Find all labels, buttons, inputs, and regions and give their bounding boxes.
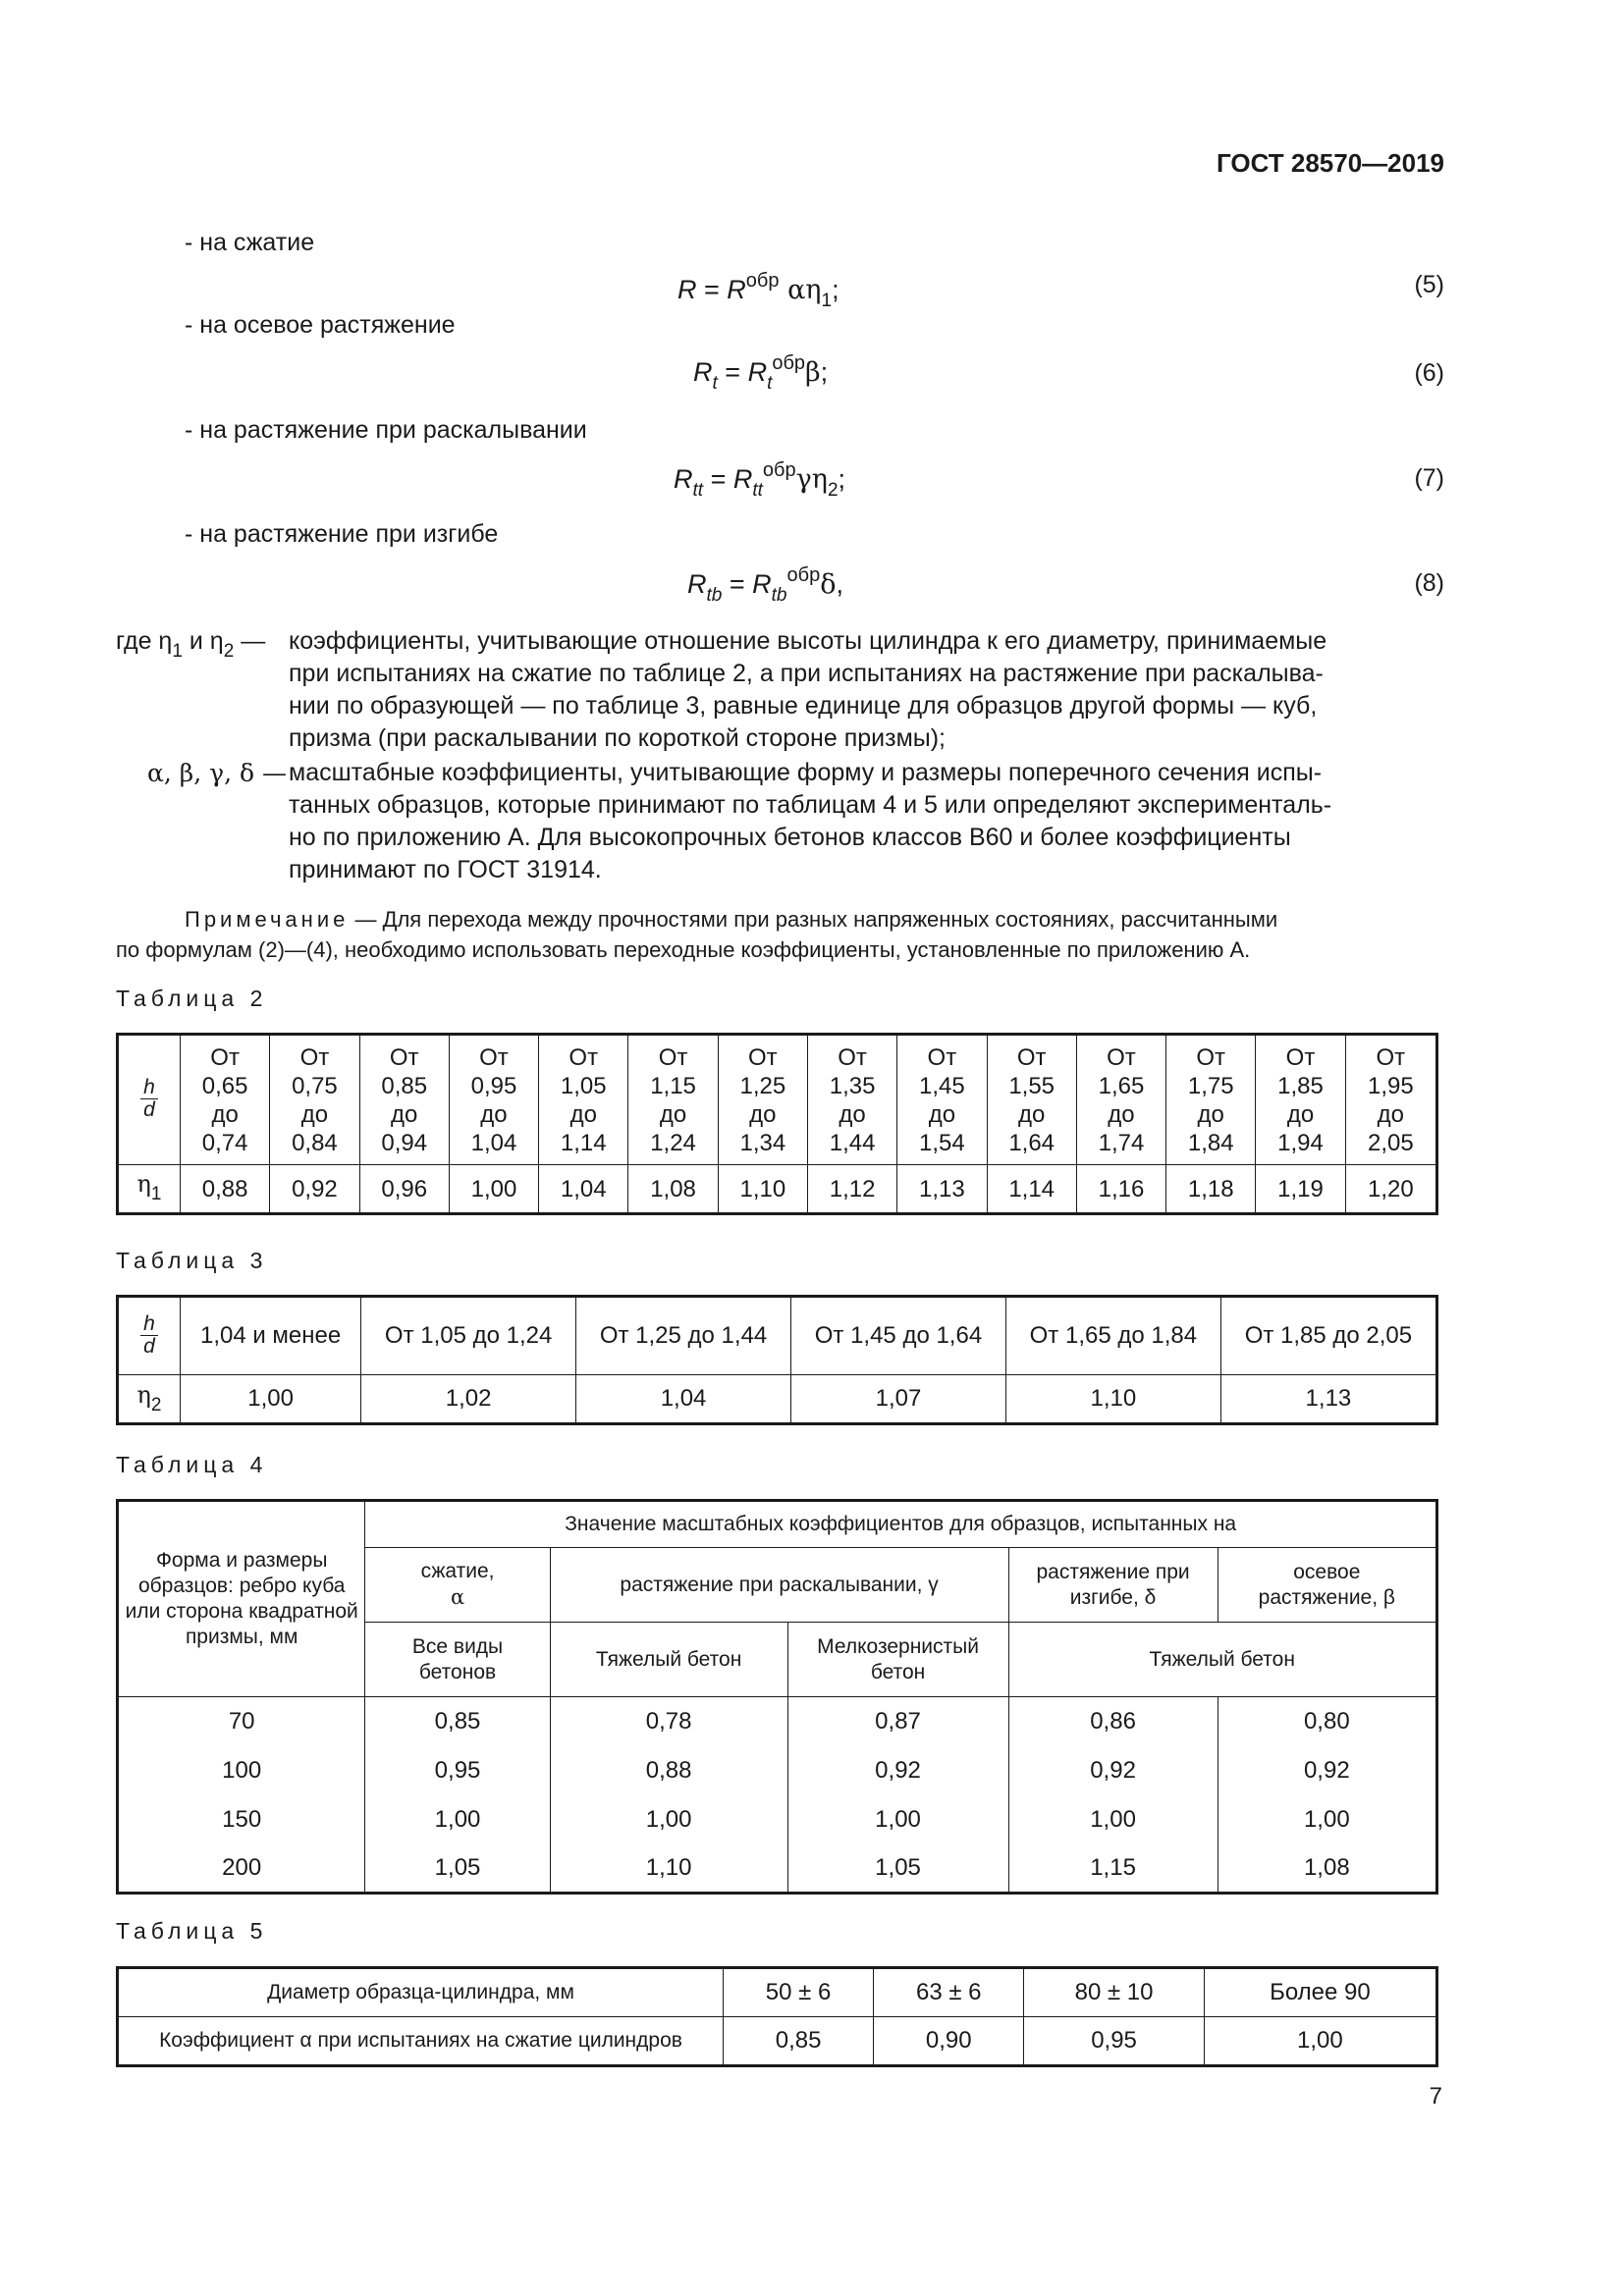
table5-cell: 0,85 — [724, 2017, 874, 2066]
table2-value: 1,16 — [1076, 1165, 1165, 1214]
table4-cell: 100 — [118, 1746, 365, 1795]
table2-range-line: 1,95 — [1367, 1072, 1414, 1099]
table2-range-line: 1,84 — [1187, 1129, 1234, 1156]
table2-range-line: От — [1107, 1043, 1136, 1071]
table4-group-header: Значение масштабных коэффициентов для образцов, испытанных на — [365, 1501, 1437, 1548]
table2-caption: Таблица 2 — [116, 986, 268, 1011]
table2-range-line: От — [1285, 1043, 1316, 1071]
table4-cell: 0,92 — [1218, 1746, 1436, 1795]
table2-range-line: От — [747, 1043, 778, 1071]
table5-cell: 80 ± 10 — [1024, 1968, 1204, 2017]
table2-range-line: 1,14 — [560, 1129, 607, 1156]
table4-bending-header: растяжение при изгибе, δ — [1008, 1548, 1218, 1623]
table5-caption: Таблица 5 — [116, 1918, 268, 1944]
table2-range-line: до — [1017, 1100, 1046, 1128]
where-eta-def-1: коэффициенты, учитывающие отношение высоты цилиндра к его диаметру, принимаемые — [289, 627, 1327, 655]
table2-range-line: 1,85 — [1277, 1072, 1324, 1099]
table2-range-line: до — [839, 1100, 866, 1128]
table2-range-line: 0,94 — [381, 1129, 428, 1156]
table4-heavy-header: Тяжелый бетон — [550, 1623, 787, 1697]
table2-range-line: От — [1016, 1043, 1047, 1071]
table2-range-line: 2,05 — [1367, 1129, 1414, 1156]
table2-range-cell — [897, 1035, 987, 1165]
note: Примечание — Для перехода между прочностями при разных напряженных состояниях, рассчитанными — [185, 907, 1278, 932]
table4-all-concrete-header: Все виды бетонов — [365, 1623, 550, 1697]
document-header: ГОСТ 28570—2019 — [1217, 148, 1444, 178]
table2-value: 0,92 — [270, 1165, 359, 1214]
formula-5: $R = R^{обр}$ $\alpha\eta_1$; — [677, 270, 839, 311]
table2-range-line: до — [391, 1100, 418, 1128]
table4-heavy2-header: Тяжелый бетон — [1008, 1623, 1437, 1697]
equation-number-8: (8) — [1414, 569, 1444, 597]
table2-range-line: 0,74 — [201, 1129, 248, 1156]
table2-range-line: От — [838, 1043, 867, 1071]
table2-range-line: 1,54 — [919, 1129, 965, 1156]
table2-range-line: От — [927, 1043, 957, 1071]
table2-range-line: 0,85 — [381, 1072, 428, 1099]
table2-range-line: От — [658, 1043, 688, 1071]
table3-range-cell: От 1,45 до 1,64 — [791, 1297, 1006, 1375]
table2-range-cell — [449, 1035, 538, 1165]
table3-range-cell: От 1,25 до 1,44 — [576, 1297, 791, 1375]
table2-range-line: до — [1286, 1100, 1315, 1128]
table2-range-line: 1,55 — [1008, 1072, 1056, 1099]
table2-range-line: до — [659, 1100, 687, 1128]
table2-value: 1,14 — [987, 1165, 1076, 1214]
table2-range-line: 1,65 — [1098, 1072, 1145, 1099]
page-number: 7 — [1429, 2083, 1442, 2109]
table2-value: 1,20 — [1345, 1165, 1436, 1214]
table4-cell: 0,85 — [365, 1697, 550, 1746]
table4-cell: 70 — [118, 1697, 365, 1746]
table4-splitting-header: растяжение при раскалывании, γ — [550, 1548, 1008, 1623]
table2-value: 1,08 — [628, 1165, 718, 1214]
table2-hd-header: $\frac{h}{d}$ — [118, 1035, 181, 1165]
table2-range-cell — [807, 1035, 896, 1165]
table2-range-line: до — [749, 1100, 777, 1128]
table2-value: 0,96 — [359, 1165, 449, 1214]
table3-caption: Таблица 3 — [116, 1248, 268, 1273]
table2-range-cell — [1256, 1035, 1345, 1165]
table3-eta-header: $\eta_2$ — [118, 1375, 181, 1424]
table2-range-cell — [1166, 1035, 1256, 1165]
formula-7: $R_{tt} = R_{tt}^{обр}\gamma\eta_2$; — [674, 459, 846, 501]
table3-range-cell: От 1,05 до 1,24 — [361, 1297, 576, 1375]
table5-cell: 63 ± 6 — [874, 1968, 1024, 2017]
table5-row2-label: Коэффициент α при испытаниях на сжатие цилиндров — [118, 2017, 724, 2066]
table2-value: 1,04 — [539, 1165, 628, 1214]
table3-value: 1,02 — [361, 1375, 576, 1424]
table2-range-line: 1,25 — [739, 1072, 786, 1099]
table2-range-cell — [539, 1035, 628, 1165]
table2-range-line: От — [299, 1043, 330, 1071]
table2-range-line: до — [480, 1100, 508, 1128]
formula-label-bending: - на растяжение при изгибе — [185, 520, 499, 548]
table2-range-line: От — [568, 1043, 599, 1071]
table3-value: 1,07 — [791, 1375, 1006, 1424]
where-greek-def-2: танных образцов, которые принимают по таблицам 4 и 5 или определяют эксперименталь- — [289, 791, 1332, 819]
where-eta-term: где $\eta_1$ и $\eta_2$ — — [116, 627, 266, 662]
where-eta-def-3: нии по образующей — по таблице 3, равные единице для образцов другой формы — куб, — [289, 692, 1318, 720]
formula-8: $R_{tb} = R_{tb}^{обр}\delta$, — [687, 564, 843, 606]
table2-range-cell — [1345, 1035, 1436, 1165]
table5-cell: 50 ± 6 — [724, 1968, 874, 2017]
table4-axial-header: осевое растяжение, β — [1218, 1548, 1436, 1623]
table2-range-line: 1,44 — [829, 1129, 876, 1156]
table2-range-line: 1,15 — [650, 1072, 696, 1099]
equation-number-7: (7) — [1414, 464, 1444, 492]
table5-cell: Более 90 — [1204, 1968, 1436, 2017]
table2-range-line: до — [1377, 1100, 1404, 1128]
formula-label-splitting: - на растяжение при раскалывании — [185, 416, 587, 444]
table4-cell: 200 — [118, 1844, 365, 1894]
table2-range-cell — [1076, 1035, 1165, 1165]
table2-range-line: 1,05 — [560, 1072, 607, 1099]
table2-range-line: 1,34 — [739, 1129, 786, 1156]
table4-cell: 1,05 — [365, 1844, 550, 1894]
equation-number-5: (5) — [1414, 271, 1444, 298]
table4-col0-header: Форма и размеры образцов: ребро куба или сторона квадратной призмы, мм — [118, 1501, 365, 1697]
table2-value: 1,12 — [807, 1165, 896, 1214]
table2-range-line: 1,24 — [650, 1129, 696, 1156]
table2-range-line: От — [1196, 1043, 1226, 1071]
table4-caption: Таблица 4 — [116, 1452, 268, 1477]
where-greek-term: α, β, γ, δ — — [147, 759, 287, 787]
table4-cell: 1,10 — [550, 1844, 787, 1894]
table4-cell: 1,00 — [1008, 1795, 1218, 1844]
table4-fine-header: Мелкозернистый бетон — [787, 1623, 1008, 1697]
table2-range-line: 1,04 — [470, 1129, 517, 1156]
table5-cell: 0,90 — [874, 2017, 1024, 2066]
table2-range-line: От — [479, 1043, 509, 1071]
table2-range-line: 1,75 — [1187, 1072, 1234, 1099]
table3-value: 1,10 — [1005, 1375, 1220, 1424]
table3 — [116, 1295, 1438, 1425]
table4-cell: 1,00 — [550, 1795, 787, 1844]
table2-range-line: От — [210, 1043, 240, 1071]
table2-value: 1,10 — [718, 1165, 807, 1214]
table4-cell: 0,80 — [1218, 1697, 1436, 1746]
table4 — [116, 1499, 1438, 1895]
table2-range-line: до — [300, 1100, 329, 1128]
where-greek-def-1: масштабные коэффициенты, учитывающие форму и размеры поперечного сечения испы- — [289, 759, 1323, 786]
table2-range-line: 0,75 — [292, 1072, 338, 1099]
table3-hd-header: $\frac{h}{d}$ — [118, 1297, 181, 1375]
table2-range-line: 1,74 — [1098, 1129, 1145, 1156]
table4-cell: 0,92 — [1008, 1746, 1218, 1795]
table4-compression-header: сжатие, α — [365, 1548, 550, 1623]
table2-range-line: до — [211, 1100, 239, 1128]
table2-range-cell — [987, 1035, 1076, 1165]
table2-range-line: От — [389, 1043, 419, 1071]
table4-cell: 0,88 — [550, 1746, 787, 1795]
table2-range-line: до — [1108, 1100, 1135, 1128]
table5 — [116, 1966, 1438, 2067]
table2-value: 1,00 — [449, 1165, 538, 1214]
table2-range-cell — [359, 1035, 449, 1165]
table2-range-cell — [718, 1035, 807, 1165]
table4-cell: 1,08 — [1218, 1844, 1436, 1894]
table4-cell: 1,00 — [787, 1795, 1008, 1844]
note-line-2: по формулам (2)—(4), необходимо использовать переходные коэффициенты, установленные по приложению А. — [116, 937, 1251, 962]
table4-cell: 1,00 — [1218, 1795, 1436, 1844]
formula-label-compression: - на сжатие — [185, 229, 315, 256]
table2-range-line: От — [1376, 1043, 1406, 1071]
table3-range-cell: От 1,85 до 2,05 — [1220, 1297, 1436, 1375]
table2-range-line: 1,45 — [919, 1072, 965, 1099]
table2-value: 1,18 — [1166, 1165, 1256, 1214]
table4-cell: 1,00 — [365, 1795, 550, 1844]
table3-value: 1,04 — [576, 1375, 791, 1424]
table4-cell: 0,87 — [787, 1697, 1008, 1746]
formula-label-axial: - на осевое растяжение — [185, 311, 456, 339]
table2-range-cell — [270, 1035, 359, 1165]
table2-range-line: 1,35 — [829, 1072, 876, 1099]
table5-row1-label: Диаметр образца-цилиндра, мм — [118, 1968, 724, 2017]
where-greek-def-3: но по приложению А. Для высокопрочных бетонов классов В60 и более коэффициенты — [289, 824, 1291, 851]
table2-value: 1,13 — [897, 1165, 987, 1214]
table4-cell: 0,78 — [550, 1697, 787, 1746]
table4-cell: 1,15 — [1008, 1844, 1218, 1894]
table2-range-line: до — [928, 1100, 956, 1128]
table3-range-cell: От 1,65 до 1,84 — [1005, 1297, 1220, 1375]
where-greek-def-4: принимают по ГОСТ 31914. — [289, 856, 602, 883]
table2 — [116, 1033, 1438, 1215]
table3-range-cell: 1,04 и менее — [181, 1297, 361, 1375]
table2-range-cell — [628, 1035, 718, 1165]
table2-range-line: 0,84 — [292, 1129, 338, 1156]
table4-cell: 0,92 — [787, 1746, 1008, 1795]
equation-number-6: (6) — [1414, 359, 1444, 387]
table2-range-cell — [181, 1035, 270, 1165]
note-label: Примечание — [185, 907, 350, 932]
table4-cell: 150 — [118, 1795, 365, 1844]
table2-eta-header: $\eta_1$ — [118, 1165, 181, 1214]
where-eta-def-4: призма (при раскалывании по короткой стороне призмы); — [289, 724, 947, 752]
table2-range-line: 1,64 — [1008, 1129, 1056, 1156]
table5-cell: 0,95 — [1024, 2017, 1204, 2066]
table2-range-line: 0,65 — [201, 1072, 248, 1099]
where-eta-def-2: при испытаниях на сжатие по таблице 2, а при испытаниях на растяжение при раскалыва- — [289, 660, 1324, 687]
table4-cell: 1,05 — [787, 1844, 1008, 1894]
table2-value: 0,88 — [181, 1165, 270, 1214]
table2-range-line: до — [569, 1100, 597, 1128]
table2-range-line: до — [1197, 1100, 1224, 1128]
table2-range-line: 0,95 — [470, 1072, 517, 1099]
table4-cell: 0,95 — [365, 1746, 550, 1795]
table3-value: 1,00 — [181, 1375, 361, 1424]
table3-value: 1,13 — [1220, 1375, 1436, 1424]
table2-range-line: 1,94 — [1277, 1129, 1324, 1156]
formula-6: $R_t = R_t^{обр}\beta$; — [693, 352, 829, 394]
table2-value: 1,19 — [1256, 1165, 1345, 1214]
table4-cell: 0,86 — [1008, 1697, 1218, 1746]
table5-cell: 1,00 — [1204, 2017, 1436, 2066]
